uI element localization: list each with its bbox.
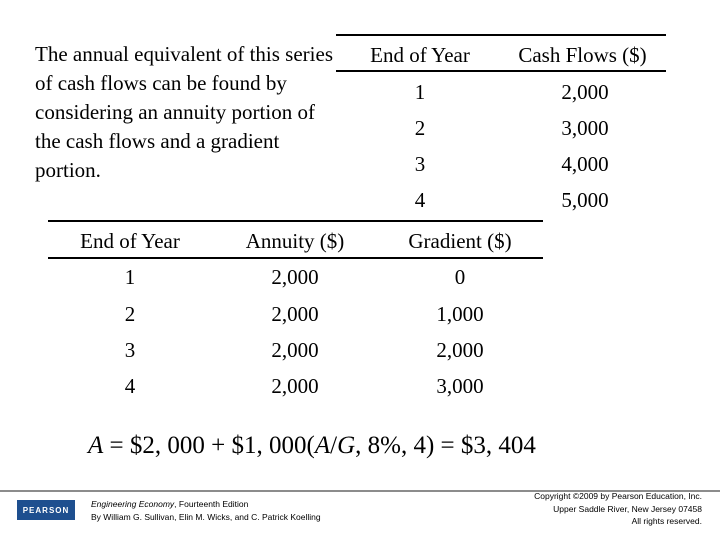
table2-annuity: 2,000 [271, 302, 319, 326]
formula-paren: ( [306, 432, 315, 459]
publisher-address: Upper Saddle River, New Jersey 07458 [553, 503, 702, 514]
table2-annuity: 2,000 [271, 265, 319, 289]
table1-year: 3 [414, 152, 426, 176]
formula-factor-args: , 8%, 4) [355, 432, 435, 459]
table2-annuity: 2,000 [271, 338, 319, 362]
book-credit [91, 498, 321, 524]
table1-cashflow: 3,000 [561, 116, 609, 140]
formula-lhs: A [88, 432, 104, 459]
table2-gradient: 3,000 [436, 374, 484, 398]
rights-line: All rights reserved. [631, 516, 702, 526]
table2-gradient: 1,000 [436, 302, 484, 326]
table2-top-rule [48, 220, 543, 222]
table2-year: 3 [124, 338, 136, 362]
annual-equivalent-formula [88, 432, 628, 460]
copyright-line: Copyright ©2009 by Pearson Education, Inc. [534, 491, 702, 501]
copyright-block [534, 490, 702, 528]
table1-top-rule [336, 34, 666, 36]
table2-gradient: 2,000 [436, 338, 484, 362]
formula-term1: $2, 000 [129, 432, 205, 459]
table1-header-year: End of Year [370, 43, 470, 67]
table1-header-cashflows: Cash Flows ($) [518, 43, 647, 67]
table2-header-gradient: Gradient ($) [408, 229, 512, 253]
formula-equals: = [109, 432, 124, 459]
formula-plus: + [211, 432, 226, 459]
formula-term2: $1, 000 [231, 432, 307, 459]
table2-year: 1 [124, 265, 136, 289]
table2-year: 4 [124, 374, 136, 398]
table1-year: 4 [414, 188, 426, 212]
table1-header-rule [336, 70, 666, 72]
book-authors: By William G. Sullivan, Elin M. Wicks, and C. Patrick Koelling [91, 512, 321, 522]
formula-factor-g: G [337, 432, 356, 459]
table1-year: 1 [414, 80, 426, 104]
table2-year: 2 [124, 302, 136, 326]
formula-factor-a: A [314, 432, 331, 459]
book-title: Engineering Economy [91, 499, 175, 509]
formula-slash: / [330, 432, 338, 459]
book-edition: , Fourteenth Edition [174, 499, 249, 509]
table1-cashflow: 2,000 [561, 80, 609, 104]
formula-result: $3, 404 [460, 432, 536, 459]
table2-gradient: 0 [454, 265, 466, 289]
table1-cashflow: 5,000 [561, 188, 609, 212]
formula-equals2: = [440, 432, 455, 459]
intro-text: The annual equivalent of this series of cash flows can be found by considering an annuity portion of the cash flows and a gradient portion. [35, 42, 333, 182]
pearson-logo: PEARSON [17, 500, 75, 520]
table2-header-rule [48, 257, 543, 259]
table1-cashflow: 4,000 [561, 152, 609, 176]
table2-annuity: 2,000 [271, 374, 319, 398]
table1-year: 2 [414, 116, 426, 140]
table2-header-annuity: Annuity ($) [245, 229, 345, 253]
table2-header-year: End of Year [80, 229, 180, 253]
